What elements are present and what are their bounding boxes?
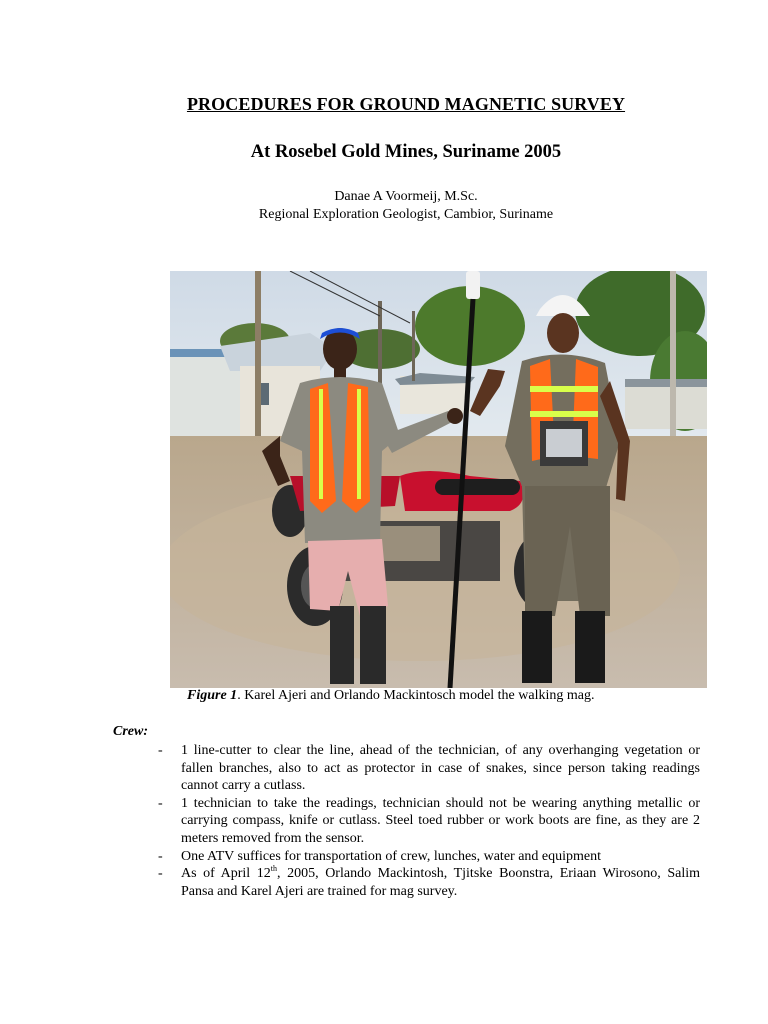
- crew-list-item: [158, 865, 700, 900]
- figure-label: Figure 1: [187, 688, 238, 703]
- crew-list: [158, 742, 700, 900]
- figure-caption: [187, 688, 594, 704]
- crew-item-text: One ATV suffices for transportation of crew, lunches, water and equipment: [181, 848, 602, 864]
- crew-list-item: [158, 795, 700, 848]
- crew-heading: Crew:: [113, 724, 148, 739]
- crew-item-text: 1 technician to take the readings, technician should not be wearing anything metallic or carrying compass, knife or cutlass. Steel toed rubber or work boots are fine, as they are 2 meters removed from the sensor.: [181, 795, 700, 846]
- crew-item-text: 1 line-cutter to clear the line, ahead of the technician, of any overhanging vegetation or fallen branches, also to act as protector in case of snakes, since person taking readings cannot carry a cutlass.: [181, 743, 700, 794]
- crew-item-text-post: , 2005, Orlando Mackintosh, Tjitske Boonstra, Eriaan Wirosono, Salim Pansa and Karel Ajeri are trained for mag survey.: [181, 866, 701, 899]
- figure-photo: [170, 271, 707, 688]
- bullet-dash: -: [158, 743, 163, 758]
- bullet-dash: -: [158, 795, 163, 811]
- photo-illustration: [170, 271, 707, 688]
- crew-list-item: [158, 742, 700, 795]
- figure-caption-text: . Karel Ajeri and Orlando Mackintosch model the walking mag.: [237, 688, 595, 703]
- document-title: PROCEDURES FOR GROUND MAGNETIC SURVEY: [186, 94, 626, 114]
- bullet-dash: -: [158, 848, 163, 864]
- crew-item-text-pre: As of April 12: [181, 866, 271, 882]
- ordinal-suffix: th: [270, 864, 278, 874]
- author-affiliation: Regional Exploration Geologist, Cambior, Suriname: [258, 207, 554, 222]
- bullet-dash: -: [158, 866, 163, 882]
- document-subtitle: At Rosebel Gold Mines, Suriname 2005: [250, 142, 562, 162]
- crew-list-item: [158, 848, 700, 866]
- author-name: Danae A Voormeij, M.Sc.: [334, 189, 478, 204]
